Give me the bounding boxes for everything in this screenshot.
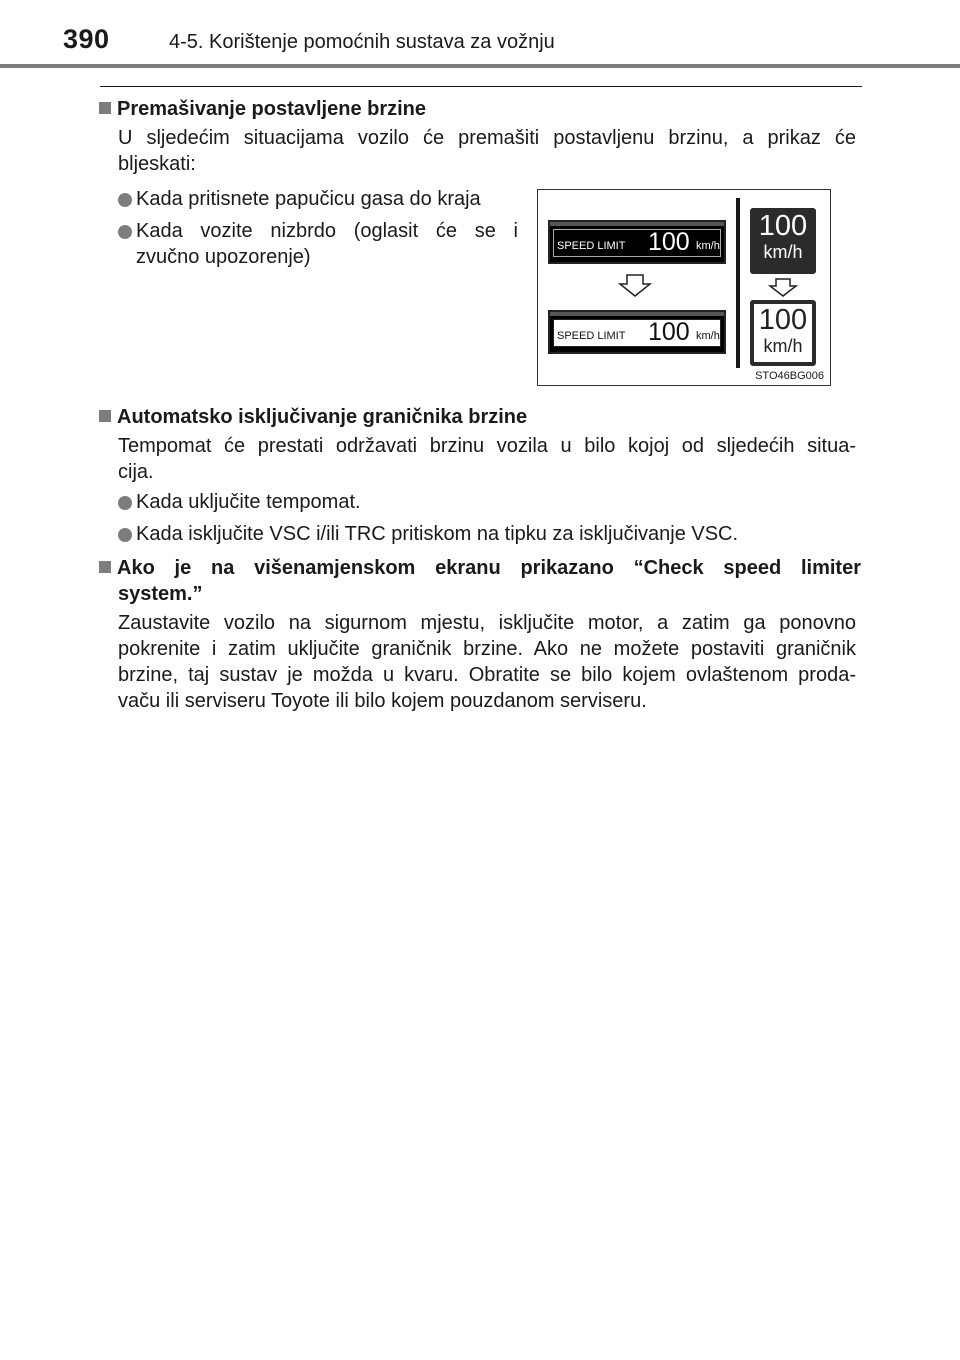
heading-auto-cancel xyxy=(99,404,527,430)
divider-line xyxy=(736,198,740,368)
bullet-item xyxy=(118,186,518,212)
para-line: vaču ili serviseru Toyote ili bilo kojem pouzdanom serviseru. xyxy=(118,690,647,712)
intro-line: bljeskati: xyxy=(118,153,196,175)
gauge-value: 100 xyxy=(758,210,808,242)
speed-unit: km/h xyxy=(696,330,720,342)
section-title: 4-5. Korištenje pomoćnih sustava za vožnju xyxy=(169,31,555,53)
heading-text: Ako je na višenamjenskom ekranu prikazano “Check speed limiter xyxy=(117,557,861,579)
intro-paragraph xyxy=(118,125,856,177)
para-line: brzine, taj sustav je možda u kvaru. Obratite se bilo kojem ovlaštenom proda- xyxy=(118,664,856,686)
figure-code: STO46BG006 xyxy=(755,370,824,382)
bullet-text: Kada pritisnete papučicu gasa do kraja xyxy=(136,188,481,210)
gauge-value: 100 xyxy=(758,304,808,336)
heading-exceeding-speed xyxy=(99,96,426,122)
bullet-line: zvučno upozorenje) xyxy=(136,246,311,268)
intro-line: U sljedećim situacijama vozilo će premašiti postavljenu brzinu, a prikaz će xyxy=(118,127,856,149)
lcd-screen xyxy=(553,229,721,257)
header-rule xyxy=(0,64,960,68)
speed-gauge-dark xyxy=(750,208,816,274)
bullet-text: Kada uključite tempomat. xyxy=(136,491,361,513)
bullet-dot-icon xyxy=(118,496,132,510)
speed-limit-label: SPEED LIMIT xyxy=(557,330,626,342)
bullet-text xyxy=(136,218,518,270)
bullet-dot-icon xyxy=(118,193,132,207)
square-bullet-icon xyxy=(99,102,111,114)
square-bullet-icon xyxy=(99,561,111,573)
lcd-display-light xyxy=(548,310,726,354)
para-line: Tempomat će prestati održavati brzinu vozila u bilo kojoj od sljedećih situa- xyxy=(118,435,856,457)
lcd-display-dark xyxy=(548,220,726,264)
speed-value: 100 xyxy=(648,318,690,346)
speed-value: 100 xyxy=(648,228,690,256)
para-line: pokrenite i zatim uključite graničnik brzine. Ako ne možete postaviti graničnik xyxy=(118,638,856,660)
check-system-paragraph xyxy=(118,610,856,714)
bullet-dot-icon xyxy=(118,225,132,239)
speed-unit: km/h xyxy=(696,240,720,252)
speed-limit-illustration xyxy=(537,189,831,386)
bullet-text: Kada isključite VSC i/ili TRC pritiskom na tipku za isključivanje VSC. xyxy=(136,523,739,545)
heading-text: Automatsko isključivanje graničnika brzine xyxy=(117,406,528,428)
bullet-line: Kada vozite nizbrdo (oglasit će se i xyxy=(136,220,518,242)
heading-check-system xyxy=(99,555,861,607)
page-header xyxy=(0,0,960,70)
top-rule xyxy=(100,86,862,87)
heading-text: Premašivanje postavljene brzine xyxy=(117,98,427,120)
page-number: 390 xyxy=(63,24,110,54)
speed-limit-label: SPEED LIMIT xyxy=(557,240,626,252)
auto-cancel-paragraph xyxy=(118,433,856,485)
para-line: Zaustavite vozilo na sigurnom mjestu, isključite motor, a zatim ga ponovno xyxy=(118,612,856,634)
arrow-down-icon xyxy=(618,274,652,298)
speed-gauge-light xyxy=(750,300,816,366)
heading-line xyxy=(99,555,861,581)
lcd-screen xyxy=(553,319,721,347)
bullet-item xyxy=(118,489,858,515)
square-bullet-icon xyxy=(99,410,111,422)
gauge-unit: km/h xyxy=(763,336,803,356)
para-line: cija. xyxy=(118,461,154,483)
bullet-item xyxy=(118,521,858,547)
bullet-dot-icon xyxy=(118,528,132,542)
gauge-unit: km/h xyxy=(763,242,803,262)
heading-line: system.” xyxy=(118,583,203,605)
bullet-item xyxy=(118,218,518,270)
arrow-down-icon xyxy=(768,278,798,298)
